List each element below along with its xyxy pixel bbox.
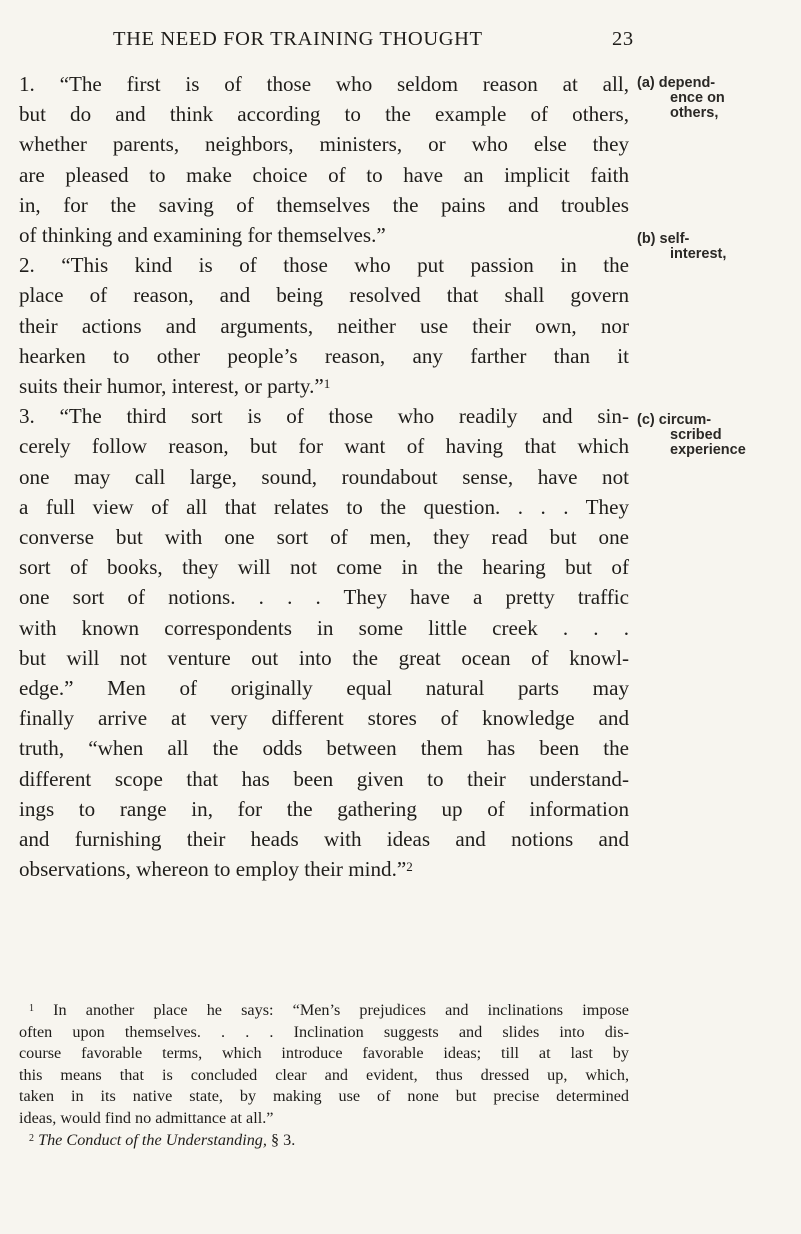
- text-line: different scope that has been given to their understand-: [19, 766, 629, 791]
- footnote-line: this means that is concluded clear and evident, thus dressed up, which,: [19, 1065, 629, 1084]
- text-line: of thinking and examining for themselves.”: [19, 223, 386, 248]
- text-line: 2. “This kind is of those who put passion in the: [19, 253, 629, 278]
- text-line: hearken to other people’s reason, any farther than it: [19, 343, 629, 368]
- text-line: [19, 854, 629, 884]
- text-line: 1. “The first is of those who seldom reason at all,: [19, 72, 629, 96]
- text-line: converse but with one sort of men, they read but one: [19, 525, 629, 550]
- footnote-marker: 2: [29, 1132, 35, 1144]
- text-line: whether parents, neighbors, ministers, or who else they: [19, 132, 629, 157]
- text-line: truth, “when all the odds between them has been the: [19, 736, 629, 761]
- text-line: [19, 371, 629, 401]
- main-text: [19, 69, 629, 884]
- margin-note-line: ence on: [670, 90, 725, 106]
- footnote-marker: 1: [29, 1003, 35, 1014]
- footnote-line: taken in its native state, by making use of none but precise determined: [19, 1087, 629, 1106]
- text-line: place of reason, and being resolved that shall govern: [19, 283, 629, 308]
- footnote-line: often upon themselves. . . . Inclination suggests and slides into dis-: [19, 1022, 629, 1041]
- text-line: but will not venture out into the great ocean of knowl-: [19, 645, 629, 670]
- margin-note-line: (c) circum-: [637, 412, 712, 428]
- text-line-content: suits their humor, interest, or party.”: [19, 374, 324, 399]
- margin-note-line: interest,: [670, 246, 727, 262]
- margin-note-line: scribed: [670, 427, 722, 443]
- footnote-line: [19, 1130, 629, 1152]
- margin-note-c: [637, 413, 797, 458]
- margin-note-line: (a) depend-: [637, 75, 716, 91]
- text-line: edge.” Men of originally equal natural parts may: [19, 676, 629, 701]
- running-header: [0, 28, 801, 58]
- margin-note-line: others,: [670, 105, 719, 121]
- text-line: but do and think according to the example of others,: [19, 102, 629, 127]
- text-line: and furnishing their heads with ideas and notions and: [19, 827, 629, 852]
- margin-note-b: [637, 232, 797, 262]
- margin-note-line: experience: [670, 442, 746, 458]
- text-line: sort of books, they will not come in the hearing but of: [19, 555, 629, 580]
- text-line: 3. “The third sort is of those who readily and sin-: [19, 404, 629, 429]
- text-line: in, for the saving of themselves the pains and troubles: [19, 192, 629, 217]
- text-line-content: observations, whereon to employ their mind.”: [19, 857, 407, 882]
- text-line: ings to range in, for the gathering up of information: [19, 796, 629, 821]
- footnote-text: In another place he says: “Men’s prejudices and inclinations impose: [53, 1001, 629, 1019]
- footnote-ref: 2: [406, 859, 413, 875]
- footnotes: [19, 1000, 629, 1151]
- running-title: THE NEED FOR TRAINING THOUGHT: [113, 28, 483, 50]
- text-line: with known correspondents in some little creek . . .: [19, 615, 629, 640]
- footnote-line: [19, 1000, 629, 1022]
- footnote-section: § 3.: [270, 1130, 296, 1149]
- footnote-line: course favorable terms, which introduce favorable ideas; till at last by: [19, 1044, 629, 1063]
- margin-note-a: [637, 76, 797, 121]
- text-line: one may call large, sound, roundabout sense, have not: [19, 464, 629, 489]
- text-line: their actions and arguments, neither use their own, nor: [19, 313, 629, 338]
- paragraph-2: [19, 250, 629, 401]
- footnote-ref: 1: [323, 376, 331, 392]
- paragraph-1: [19, 69, 629, 250]
- text-line: are pleased to make choice of to have an implicit faith: [19, 162, 629, 187]
- footnote-line: ideas, would find no admittance at all.”: [19, 1108, 274, 1127]
- page-number: 23: [612, 28, 634, 50]
- margin-note-line: (b) self-: [637, 231, 690, 247]
- footnote-book-title: The Conduct of the Understanding,: [38, 1130, 267, 1149]
- text-line: one sort of notions. . . . They have a pretty traffic: [19, 585, 629, 610]
- text-line: a full view of all that relates to the question. . . . They: [19, 494, 629, 519]
- paragraph-3: [19, 401, 629, 884]
- text-line: finally arrive at very different stores of knowledge and: [19, 706, 629, 731]
- text-line: cerely follow reason, but for want of having that which: [19, 434, 629, 459]
